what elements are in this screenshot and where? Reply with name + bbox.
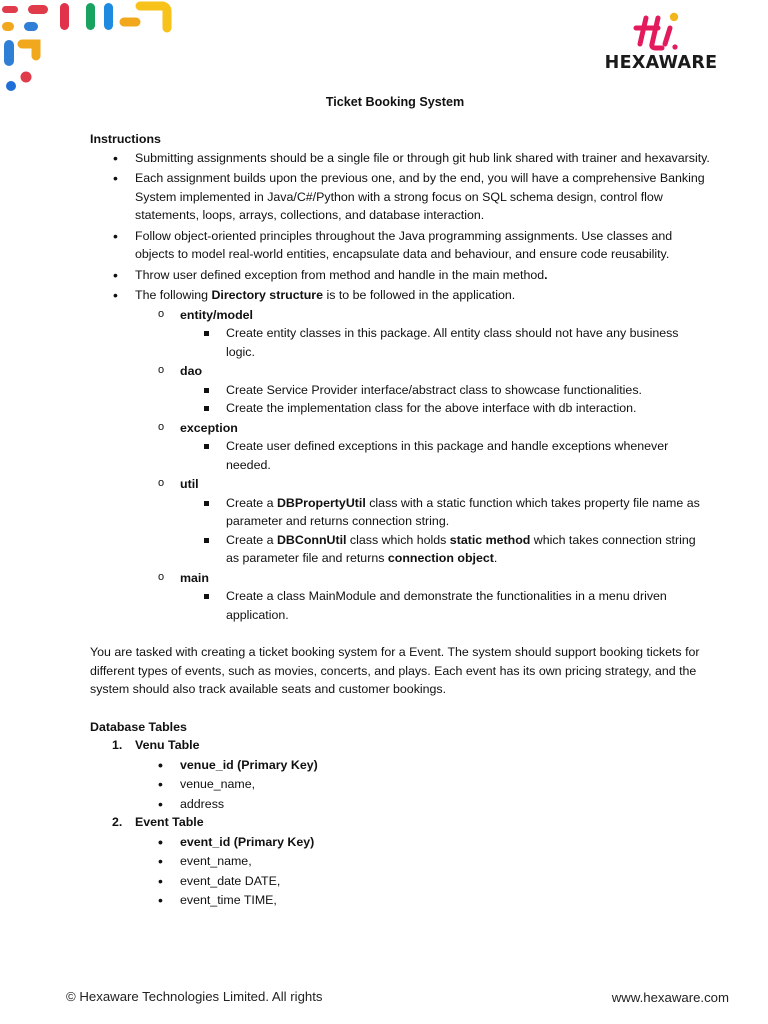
item-bold-text: DBConnUtil (276, 532, 347, 547)
database-tables-heading: Database Tables (90, 719, 187, 734)
footer-website-link[interactable]: www.hexaware.com (611, 990, 729, 1005)
package-dao: o dao (90, 362, 710, 381)
description-paragraph: You are tasked with creating a ticket booking system for a Event. The system should support booking tickets for different types of events, such as movies, concerts, and plays. Each event has its own pricing strategy, and the system should also track available seats and customer bookings. (90, 645, 700, 696)
brand-decoration-graphic (0, 0, 190, 100)
logo-wordmark: HEXAWARE (604, 53, 718, 73)
instruction-item (90, 286, 710, 305)
table-name: Event Table (135, 815, 204, 829)
package-exception: o exception (90, 419, 710, 438)
footer-copyright: © Hexaware Technologies Limited. All rights (66, 989, 323, 1004)
instruction-text: Throw user defined exception from method and handle in the main method (135, 267, 545, 282)
document-title: Ticket Booking System (325, 95, 465, 109)
instructions-heading: Instructions (90, 132, 161, 146)
table-name: Venu Table (135, 738, 200, 752)
item-text: Create a (226, 532, 277, 547)
package-item: Create user defined exceptions in this package and handle exceptions whenever needed. (90, 437, 710, 474)
hi-logo-icon (598, 8, 724, 54)
table-field: • event_name, (90, 852, 710, 871)
instruction-text: is to be followed in the application. (323, 288, 516, 302)
item-bold-text: connection object (387, 551, 494, 565)
document-body (90, 130, 710, 910)
table-heading (90, 813, 710, 832)
instruction-item (90, 266, 710, 285)
table-field: • address (90, 795, 710, 814)
item-text: Create a (226, 495, 277, 510)
table-heading (90, 736, 710, 755)
item-text: class with a static function which takes property file name as parameter and returns connection string. (226, 495, 700, 528)
instruction-item (90, 169, 710, 225)
item-text: . (493, 551, 498, 565)
instruction-text: Each assignment builds upon the previous one, and by the end, you will have a comprehensive Banking System implemented in Java/C#/Python with a strong focus on SQL schema design, control flow statements, loops, arrays, collections, and database interaction. (135, 171, 705, 222)
package-entity-model: o entity/model (90, 306, 710, 325)
table-field: • event_date DATE, (90, 872, 710, 891)
table-field: • event_id (Primary Key) (90, 833, 710, 852)
package-main: o main (90, 569, 710, 588)
table-field: • event_time TIME, (90, 891, 710, 910)
table-field: • venue_name, (90, 775, 710, 794)
package-item: Create a class MainModule and demonstrate the functionalities in a menu driven application. (90, 587, 710, 624)
table-field: • venue_id (Primary Key) (90, 756, 710, 775)
package-item (90, 531, 710, 568)
package-item: Create the implementation class for the above interface with db interaction. (90, 399, 710, 418)
table-number: 1. (112, 738, 123, 752)
instruction-text: The following (135, 288, 212, 302)
instruction-item (90, 227, 710, 264)
instruction-text: Submitting assignments should be a single file or through git hub link shared with trainer and hexavarsity. (135, 150, 710, 165)
instruction-bold-text: Directory structure (211, 288, 324, 302)
instruction-item (90, 149, 710, 168)
instruction-text: Follow object-oriented principles throughout the Java programming assignments. Use classes and objects to model real-world entities, encapsulate data and behaviour, and ensure code reusability. (135, 228, 673, 261)
item-text: class which holds (346, 532, 450, 547)
item-text: which takes connection string as parameter file and returns (226, 532, 696, 565)
hexaware-logo (598, 8, 724, 80)
package-util: o util (90, 475, 710, 494)
item-bold-text: DBPropertyUtil (276, 495, 366, 510)
table-number: 2. (112, 815, 123, 829)
package-item: Create Service Provider interface/abstract class to showcase functionalities. (90, 381, 710, 400)
package-item: Create entity classes in this package. All entity class should not have any business logic. (90, 324, 710, 361)
instruction-bold-text: . (544, 267, 548, 282)
package-item (90, 494, 710, 531)
item-bold-text: static method (449, 532, 531, 547)
